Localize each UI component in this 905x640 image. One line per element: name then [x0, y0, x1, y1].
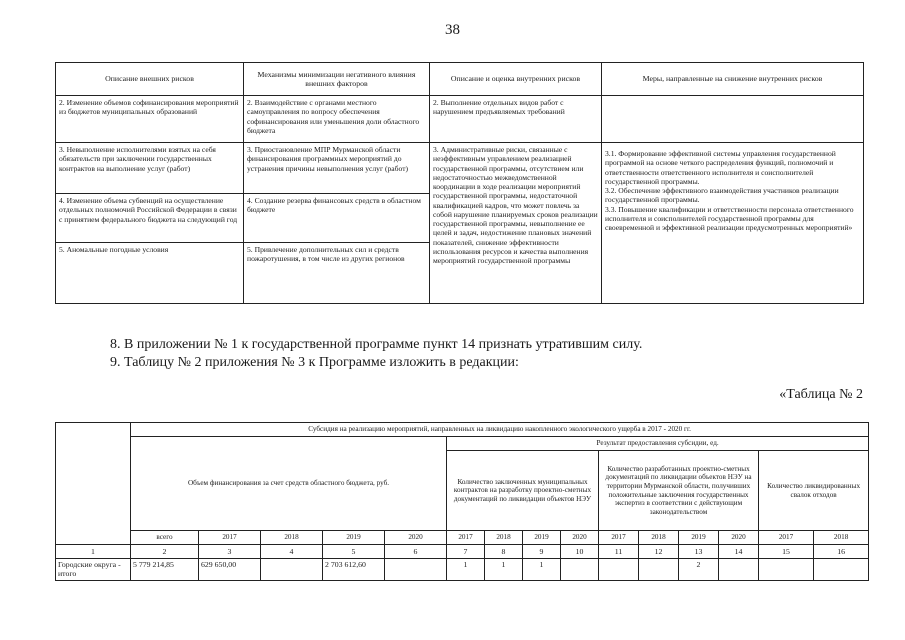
header-external-mechanisms: Механизмы минимизации негативного влияния внешних факторов — [244, 63, 430, 96]
ext-mechanism-4: 4. Создание резерва финансовых средств в областном бюджете — [244, 194, 430, 243]
cell-dumps-2018 — [814, 559, 869, 581]
fin-col-2017: 2017 — [199, 531, 261, 545]
contracts-col-2019: 2019 — [523, 531, 561, 545]
int-measure-empty — [602, 96, 864, 143]
col-number: 5 — [323, 545, 385, 559]
contracts-col-2017: 2017 — [447, 531, 485, 545]
cell-docs-2020 — [719, 559, 759, 581]
ext-risk-4: 4. Изменение объема субвенций на осуществление отдельных полномочий Российской Федерации в связи с принятием федерального бюджета на следующий год — [56, 194, 244, 243]
row-label-header — [56, 423, 131, 545]
col-number: 9 — [523, 545, 561, 559]
subsidy-title: Субсидия на реализацию мероприятий, направленных на ликвидацию накопленного экологического ущерба в 2017 - 2020 гг. — [131, 423, 869, 437]
int-risk-3: 3. Административные риски, связанные с неэффективным управлением реализацией государственной программы, отсутствием или недостаточностью межведомственной координации в ходе реализации мероприятий государственной программы, недостаточной квалификацией кадров, что может повлечь за собой нарушение планируемых сроков реализации государственной программы, невыполнение ее целей и задач, недостижение плановых значений показателей, снижение эффективности использования ресурсов и качества выполнения мероприятий государственной программы — [430, 143, 602, 304]
col-number: 12 — [639, 545, 679, 559]
col-number: 8 — [485, 545, 523, 559]
result-header: Результат предоставления субсидии, ед. — [447, 437, 869, 451]
paragraph-9: 9. Таблицу № 2 приложения № 3 к Программе изложить в редакции: — [110, 355, 519, 370]
subsidy-title-row — [56, 423, 869, 437]
col-number: 11 — [599, 545, 639, 559]
cell-fin-2019: 2 703 612,60 — [323, 559, 385, 581]
paragraph-8: 8. В приложении № 1 к государственной программе пункт 14 признать утратившим силу. — [110, 337, 643, 352]
fin-col-2020: 2020 — [385, 531, 447, 545]
financing-header: Объем финансирования за счет средств областного бюджета, руб. — [131, 437, 447, 531]
row-label: Городские округа - итого — [56, 559, 131, 581]
cell-fin-2020 — [385, 559, 447, 581]
col-number: 14 — [719, 545, 759, 559]
cell-contracts-2019: 1 — [523, 559, 561, 581]
dumps-header: Количество ликвидированных свалок отходов — [759, 451, 869, 531]
cell-dumps-2017 — [759, 559, 814, 581]
col-number: 1 — [56, 545, 131, 559]
cell-fin-2018 — [261, 559, 323, 581]
fin-col-2018: 2018 — [261, 531, 323, 545]
ext-mechanism-5: 5. Привлечение дополнительных сил и средств пожаротушения, в том числе из других регионов — [244, 243, 430, 304]
page-number: 38 — [445, 22, 460, 38]
column-numbers-row — [56, 545, 869, 559]
col-number: 3 — [199, 545, 261, 559]
subsidy-header-row — [56, 437, 869, 451]
ext-risk-5: 5. Аномальные погодные условия — [56, 243, 244, 304]
table-row — [56, 143, 864, 194]
col-number: 6 — [385, 545, 447, 559]
dumps-col-2018: 2018 — [814, 531, 869, 545]
table-row — [56, 559, 869, 581]
docs-col-2018: 2018 — [639, 531, 679, 545]
int-measures-3: 3.1. Формирование эффективной системы управления государственной программой на основе четкого распределения функций, полномочий и ответственности ответственного исполнителя и соисполнителей государственной программы. 3.2. Обеспечение эффективного взаимодействия участников реализации государственной программы. 3.3. Повышение квалификации и ответственности персонала ответственного исполнителя и соисполнителей государственной программы для своевременной и эффективной реализации предусмотренных мероприятий» — [602, 143, 864, 304]
table-caption: «Таблица № 2 — [779, 387, 863, 402]
header-internal-measures: Меры, направленные на снижение внутренних рисков — [602, 63, 864, 96]
cell-contracts-2018: 1 — [485, 559, 523, 581]
risk-table — [55, 62, 864, 304]
header-internal-risks: Описание и оценка внутренних рисков — [430, 63, 602, 96]
cell-contracts-2017: 1 — [447, 559, 485, 581]
contracts-col-2020: 2020 — [561, 531, 599, 545]
cell-contracts-2020 — [561, 559, 599, 581]
dumps-col-2017: 2017 — [759, 531, 814, 545]
col-number: 10 — [561, 545, 599, 559]
contracts-header: Количество заключенных муниципальных контрактов на разработку проектно-сметных документаций по ликвидации объектов НЭУ — [447, 451, 599, 531]
subsidy-table — [55, 422, 869, 581]
col-number: 13 — [679, 545, 719, 559]
col-number: 2 — [131, 545, 199, 559]
header-external-risks: Описание внешних рисков — [56, 63, 244, 96]
int-risk-2: 2. Выполнение отдельных видов работ с нарушением предъявляемых требований — [430, 96, 602, 143]
contracts-col-2018: 2018 — [485, 531, 523, 545]
risk-table-header-row — [56, 63, 864, 96]
cell-fin-2017: 629 650,00 — [199, 559, 261, 581]
ext-risk-3: 3. Невыполнение исполнителями взятых на себя обязательств при заключении государственных контрактов на выполнение услуг (работ) — [56, 143, 244, 194]
col-number: 7 — [447, 545, 485, 559]
col-number: 4 — [261, 545, 323, 559]
docs-col-2019: 2019 — [679, 531, 719, 545]
col-number: 16 — [814, 545, 869, 559]
cell-docs-2018 — [639, 559, 679, 581]
ext-risk-2: 2. Изменение объемов софинансирования мероприятий из бюджетов муниципальных образований — [56, 96, 244, 143]
docs-header: Количество разработанных проектно-сметных документаций по ликвидации объектов НЭУ на территории Мурманской области, получивших положительные заключения государственных экспертиз в соответствии с действующим законодательством — [599, 451, 759, 531]
cell-docs-2017 — [599, 559, 639, 581]
docs-col-2020: 2020 — [719, 531, 759, 545]
cell-total: 5 779 214,85 — [131, 559, 199, 581]
col-number: 15 — [759, 545, 814, 559]
table-row — [56, 96, 864, 143]
cell-docs-2019: 2 — [679, 559, 719, 581]
docs-col-2017: 2017 — [599, 531, 639, 545]
subsidy-years-row — [56, 531, 869, 545]
ext-mechanism-2: 2. Взаимодействие с органами местного самоуправления по вопросу обеспечения софинансирования или уменьшения доли областного бюджета — [244, 96, 430, 143]
fin-col-total: всего — [131, 531, 199, 545]
ext-mechanism-3: 3. Приостановление МПР Мурманской области финансирования программных мероприятий до устранения причины невыполнения услуг (работ) — [244, 143, 430, 194]
fin-col-2019: 2019 — [323, 531, 385, 545]
